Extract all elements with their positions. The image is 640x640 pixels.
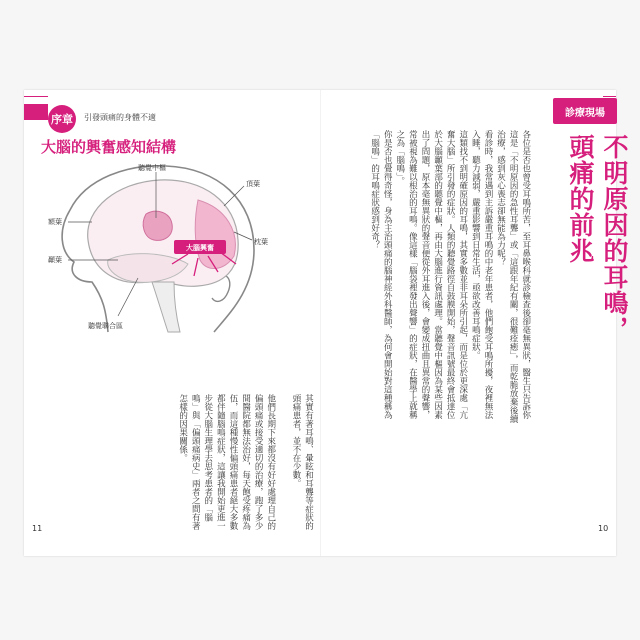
chapter-badge: 序章 (48, 105, 76, 133)
brain-diagram (48, 160, 292, 335)
page-number-left: 11 (32, 524, 43, 533)
running-header: 引發頭痛的身體不適 (84, 113, 156, 122)
page-title (563, 134, 631, 342)
label-auditory-center: 聽覺中樞 (138, 164, 166, 172)
right-body-text: 各位是否也曾受耳鳴所苦，至耳鼻喉科就診檢查後卻毫無異狀，醫生只告訴你這是「不明原因的急性耳聾」或「這跟年紀有關，很難痊癒」，而乾脆放棄後續治療，感到灰心喪志卻無能為力呢？ 看診時，我常遇到主訴嚴重耳鳴的中老年患者，他們飽受耳鳴所擾，夜裡無法入睡，聽力減弱，嚴重影響到日常生活，亟欲改善耳鳴症狀。 這類找不到明確原因的耳鳴，其實多數並非耳朵所引起，而是位於更深處「亢奮大腦」所引發的症狀。人類的聽覺路徑自鼓膜開始，聲音訊號最終會抵達位於大腦顳葉部的聽覺中樞，再由大腦進行資訊處理。當聽覺中樞因為某些因素出了問題，原本毫無異狀的聲音便從外耳進入後，會變成扭曲且異常的聲響，常被視為難以根治的耳鳴。像這樣「腦袋裡發出聲響」的症狀，在醫學上就稱之為「腦鳴」。 你是否也覺得奇怪，身為主治頭痛的腦神經外科醫師，為何會開始對這種稱為「腦鳴」的耳鳴症狀感到好奇？ (369, 130, 531, 424)
label-auditory-association: 聽覺聯合區 (88, 322, 123, 330)
label-parietal: 頂葉 (246, 180, 260, 188)
auditory-center-region (143, 211, 172, 240)
left-edge-chip (24, 104, 48, 120)
label-frontal: 額葉 (48, 218, 62, 226)
page-number-right: 10 (598, 524, 609, 533)
brainstem (152, 282, 180, 332)
book-gutter (320, 90, 321, 556)
section-title: 大腦的興奮感知結構 (41, 138, 177, 156)
excitement-label: 大腦興奮 (186, 244, 214, 252)
title-line-2: 頭痛的前兆 (566, 134, 595, 264)
title-line-1: 不明原因的耳鳴， (600, 134, 629, 342)
left-edge-line (24, 96, 48, 97)
left-body-text: 其實有著耳鳴、暈眩和耳聾等症狀的頭痛患者，並不在少數。 他們長期下來都沒有好好處理自己的偏頭痛或接受適切的治療，跑了多少間醫院都無法治好，每天飽受疼痛為伍，而這種慢性偏頭痛患者絕大多數都伴隨腦鳴症狀，這讓我開始更進一步從大腦生理學去思考患者的「腦鳴」與「偏頭痛病史」兩者之間有著怎樣的因果關係。 (177, 394, 314, 530)
section-tab: 診療現場 (553, 98, 617, 124)
right-edge-line (603, 96, 616, 97)
label-occipital: 枕葉 (254, 238, 268, 246)
label-temporal: 顳葉 (48, 256, 62, 264)
